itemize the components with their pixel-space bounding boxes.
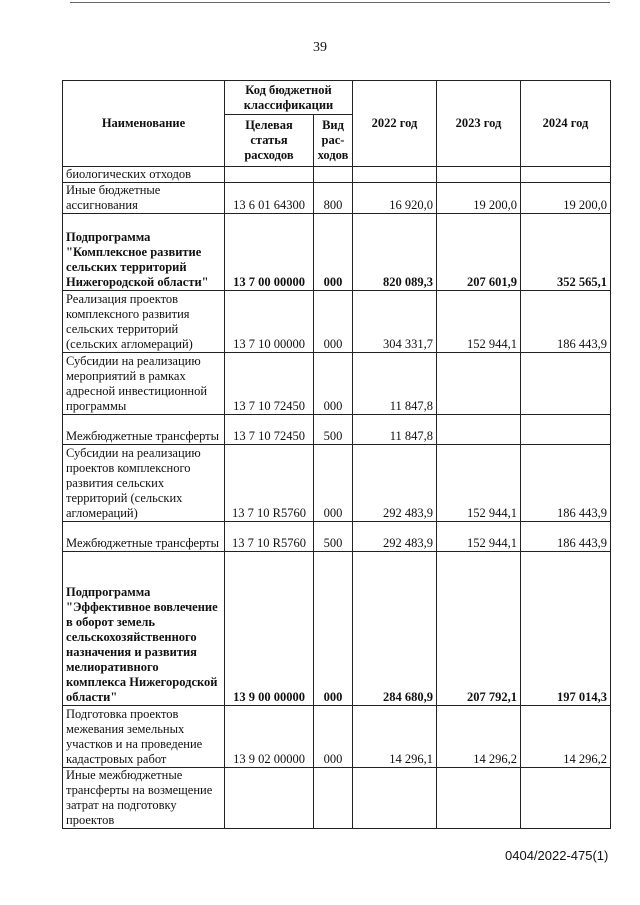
table-row — [63, 353, 611, 415]
row-type-cell: 000 — [314, 214, 353, 291]
row-name-cell: биологических отходов — [63, 167, 225, 183]
row-value-2022: 304 331,7 — [353, 291, 437, 353]
row-code-cell: 13 7 10 R5760 — [225, 445, 314, 522]
row-value-2022: 284 680,9 — [353, 552, 437, 706]
header-year-2023: 2023 год — [437, 81, 521, 167]
row-value-2022: 292 483,9 — [353, 522, 437, 552]
header-expense-type: Вид рас-ходов — [314, 115, 353, 167]
row-value-2024 — [521, 167, 611, 183]
row-type-cell: 800 — [314, 183, 353, 214]
row-value-2024: 14 296,2 — [521, 706, 611, 768]
row-code-cell: 13 6 01 64300 — [225, 183, 314, 214]
row-value-2023 — [437, 167, 521, 183]
row-code-cell: 13 7 00 00000 — [225, 214, 314, 291]
row-value-2023: 152 944,1 — [437, 522, 521, 552]
table-row — [63, 183, 611, 214]
budget-table — [62, 80, 611, 829]
row-name-cell: Реализация проектов комплексного развития сельских территорий (сельских агломераций) — [63, 291, 225, 353]
row-value-2024 — [521, 353, 611, 415]
table-row — [63, 445, 611, 522]
row-name-cell: Иные межбюджетные трансферты на возмещение затрат на подготовку проектов — [63, 768, 225, 829]
row-type-cell: 500 — [314, 415, 353, 445]
row-name-cell: Подготовка проектов межевания земельных участков и на проведение кадастровых работ — [63, 706, 225, 768]
row-value-2024: 19 200,0 — [521, 183, 611, 214]
row-value-2022: 14 296,1 — [353, 706, 437, 768]
row-type-cell: 000 — [314, 706, 353, 768]
row-value-2024 — [521, 768, 611, 829]
row-name-cell: Подпрограмма "Эффективное вовлечение в оборот земель сельскохозяйственного назначения и развития мелиоративного комплекса Нижегородской области" — [63, 552, 225, 706]
table-row — [63, 291, 611, 353]
row-value-2022: 16 920,0 — [353, 183, 437, 214]
row-value-2022 — [353, 768, 437, 829]
row-code-cell: 13 9 00 00000 — [225, 552, 314, 706]
row-value-2024: 186 443,9 — [521, 291, 611, 353]
row-value-2023: 152 944,1 — [437, 445, 521, 522]
row-value-2023 — [437, 415, 521, 445]
row-type-cell — [314, 167, 353, 183]
row-name-cell: Субсидии на реализацию проектов комплексного развития сельских территорий (сельских агломераций) — [63, 445, 225, 522]
row-name-cell: Иные бюджетные ассигнования — [63, 183, 225, 214]
row-code-cell — [225, 167, 314, 183]
row-code-cell: 13 7 10 72450 — [225, 415, 314, 445]
row-value-2023: 19 200,0 — [437, 183, 521, 214]
row-type-cell: 000 — [314, 445, 353, 522]
row-type-cell: 000 — [314, 291, 353, 353]
row-value-2022: 11 847,8 — [353, 353, 437, 415]
row-value-2024: 352 565,1 — [521, 214, 611, 291]
row-value-2023 — [437, 353, 521, 415]
row-name-cell: Межбюджетные трансферты — [63, 415, 225, 445]
table-row — [63, 415, 611, 445]
row-code-cell: 13 7 10 00000 — [225, 291, 314, 353]
table-row — [63, 552, 611, 706]
row-value-2023: 14 296,2 — [437, 706, 521, 768]
header-target-article: Целевая статья расходов — [225, 115, 314, 167]
row-value-2024: 186 443,9 — [521, 522, 611, 552]
table-body — [63, 167, 611, 829]
table-row — [63, 214, 611, 291]
table-row — [63, 768, 611, 829]
row-value-2023: 207 792,1 — [437, 552, 521, 706]
page-number: 39 — [313, 40, 327, 55]
row-value-2023 — [437, 768, 521, 829]
row-value-2022: 11 847,8 — [353, 415, 437, 445]
header-year-2024: 2024 год — [521, 81, 611, 167]
header-code-group: Код бюджетной классификации — [225, 81, 353, 115]
table-row — [63, 167, 611, 183]
row-code-cell: 13 7 10 72450 — [225, 353, 314, 415]
row-type-cell — [314, 768, 353, 829]
table-row — [63, 706, 611, 768]
top-border-line — [70, 2, 610, 3]
row-value-2022: 292 483,9 — [353, 445, 437, 522]
row-value-2024 — [521, 415, 611, 445]
row-value-2024: 186 443,9 — [521, 445, 611, 522]
row-value-2022: 820 089,3 — [353, 214, 437, 291]
row-value-2024: 197 014,3 — [521, 552, 611, 706]
row-type-cell: 500 — [314, 522, 353, 552]
row-code-cell: 13 9 02 00000 — [225, 706, 314, 768]
header-year-2022: 2022 год — [353, 81, 437, 167]
row-type-cell: 000 — [314, 552, 353, 706]
row-value-2022 — [353, 167, 437, 183]
table-row — [63, 522, 611, 552]
document-code: 0404/2022-475(1) — [505, 848, 609, 863]
row-value-2023: 152 944,1 — [437, 291, 521, 353]
row-type-cell: 000 — [314, 353, 353, 415]
row-value-2023: 207 601,9 — [437, 214, 521, 291]
row-name-cell: Межбюджетные трансферты — [63, 522, 225, 552]
header-name: Наименование — [63, 81, 225, 167]
row-name-cell: Подпрограмма "Комплексное развитие сельских территорий Нижегородской области" — [63, 214, 225, 291]
row-code-cell — [225, 768, 314, 829]
row-name-cell: Субсидии на реализацию мероприятий в рамках адресной инвестиционной программы — [63, 353, 225, 415]
row-code-cell: 13 7 10 R5760 — [225, 522, 314, 552]
